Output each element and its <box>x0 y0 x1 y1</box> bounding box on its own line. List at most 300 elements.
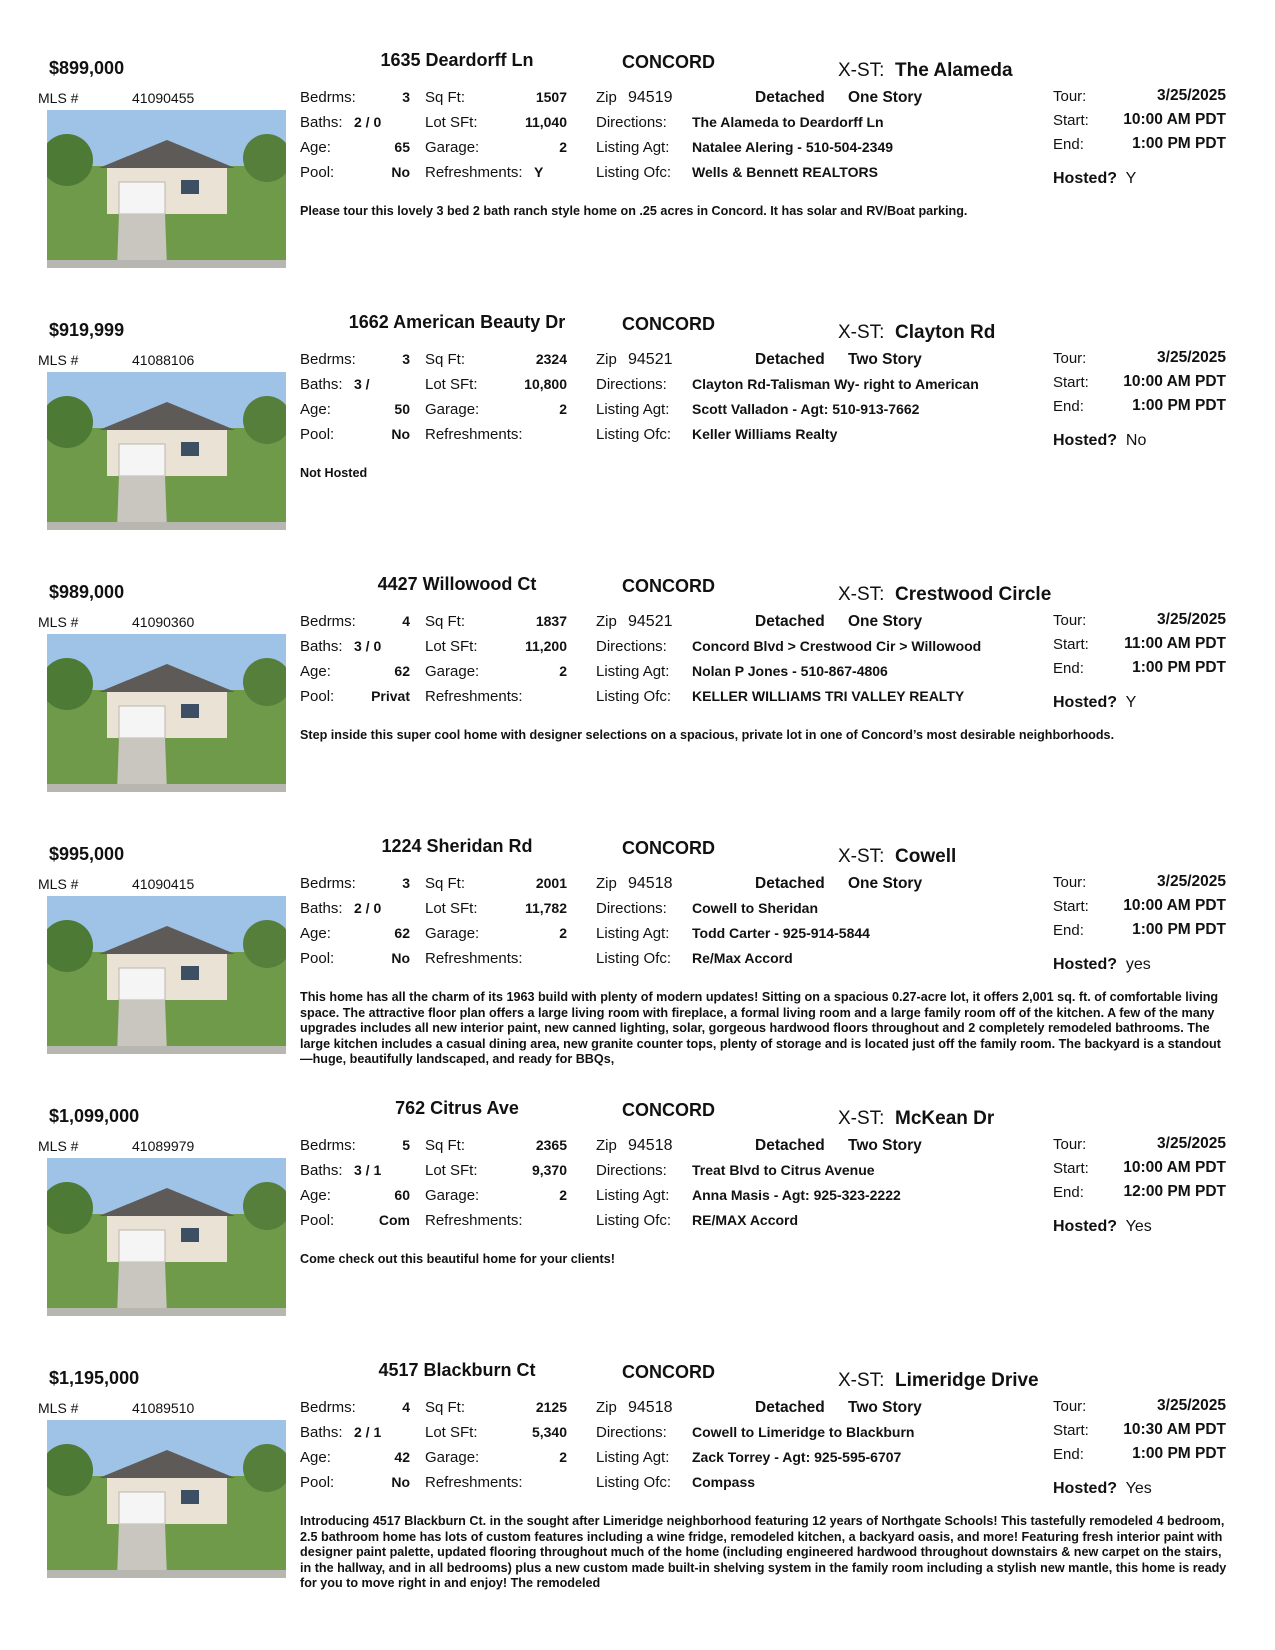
photo-driveway <box>117 738 167 792</box>
house-photo-illustration <box>47 372 286 530</box>
bedrooms-value: 4 <box>402 613 410 629</box>
hosted-status <box>1053 432 1146 450</box>
start-time: 10:00 AM PDT <box>1123 373 1226 390</box>
photo-sidewalk <box>47 522 286 530</box>
mls-label: MLS # <box>38 876 79 892</box>
garage-label: Garage: <box>425 401 480 418</box>
house-photo <box>47 1420 286 1578</box>
baths-label: Baths: <box>300 1424 343 1441</box>
start-time: 10:00 AM PDT <box>1123 897 1226 914</box>
zip-label: Zip <box>596 875 617 892</box>
garage-label: Garage: <box>425 1449 480 1466</box>
photo-sidewalk <box>47 784 286 792</box>
sqft-value: 2365 <box>535 1137 567 1153</box>
lot-sqft-label: Lot SFt: <box>425 1162 478 1179</box>
listing-address: 1224 Sheridan Rd <box>381 836 533 856</box>
listing-agent-label: Listing Agt: <box>596 401 670 418</box>
zip-value: 94521 <box>628 351 673 368</box>
baths-value: 2 / 0 <box>354 114 382 130</box>
listing-address: 4517 Blackburn Ct <box>378 1360 536 1380</box>
bedrooms-label: Bedrms: <box>300 875 356 892</box>
tour-label: Tour: <box>1053 1136 1087 1153</box>
listing-office-label: Listing Ofc: <box>596 164 672 181</box>
directions-value: Cowell to Sheridan <box>692 900 819 916</box>
house-photo-illustration <box>47 1420 286 1578</box>
hosted-label: Hosted? <box>1053 694 1117 711</box>
tour-date: 3/25/2025 <box>1157 611 1226 628</box>
end-label: End: <box>1053 398 1084 415</box>
zip-value: 94518 <box>628 1399 673 1416</box>
age-label: Age: <box>300 1449 331 1466</box>
pool-label: Pool: <box>300 688 335 705</box>
cross-street-value: McKean Dr <box>895 1108 995 1129</box>
house-photo-illustration <box>47 896 286 1054</box>
photo-window <box>181 1228 199 1242</box>
pool-label: Pool: <box>300 950 335 967</box>
hosted-label: Hosted? <box>1053 432 1117 449</box>
age-value: 62 <box>394 663 410 679</box>
hosted-label: Hosted? <box>1053 170 1117 187</box>
refreshments-label: Refreshments: <box>425 1474 523 1491</box>
property-stories: Two Story <box>848 351 922 368</box>
pool-label: Pool: <box>300 1474 335 1491</box>
house-photo-illustration <box>47 1158 286 1316</box>
baths-label: Baths: <box>300 900 343 917</box>
hosted-status <box>1053 1480 1152 1498</box>
listing-city: CONCORD <box>622 576 715 596</box>
garage-value: 2 <box>559 925 567 941</box>
bedrooms-label: Bedrms: <box>300 89 356 106</box>
mls-number: 41090360 <box>132 614 195 630</box>
pool-value: No <box>391 1474 410 1490</box>
age-label: Age: <box>300 401 331 418</box>
listing-price: $899,000 <box>49 58 125 78</box>
start-label: Start: <box>1053 1160 1089 1177</box>
photo-window <box>181 1490 199 1504</box>
property-stories: Two Story <box>848 1399 922 1416</box>
garage-value: 2 <box>559 1187 567 1203</box>
listing-office-value: Compass <box>692 1474 756 1490</box>
listing-description: This home has all the charm of its 1963 build with plenty of modern updates! Sitting on a spacious 0.27-acre lot, it offers 2,001 sq. ft. of comfortable living space. The attractive floor plan offers a large living room with fireplace, a formal living room and a large family room off of the kitchen. A few of the many upgrades includes all new interior paint, new canned lighting, solar, gorgeous hardwood floors throughout and 2 completely remodeled bathrooms. The large kitchen includes a casual dining area, new granite counter tops, plenty of storage and is located just off the family room. The backyard is a standout—huge, beautifully landscaped, and ready for BBQs, <box>300 990 1221 1067</box>
zip-value: 94521 <box>628 613 673 630</box>
garage-value: 2 <box>559 139 567 155</box>
directions-label: Directions: <box>596 900 667 917</box>
bedrooms-value: 3 <box>402 875 410 891</box>
hosted-value: Yes <box>1125 1480 1152 1497</box>
start-label: Start: <box>1053 374 1089 391</box>
age-label: Age: <box>300 139 331 156</box>
listing-address: 1662 American Beauty Dr <box>348 312 566 332</box>
photo-driveway <box>117 214 167 268</box>
hosted-status <box>1053 694 1136 712</box>
cross-street-value: Clayton Rd <box>895 322 996 343</box>
property-type: Detached <box>755 1399 825 1416</box>
listing-agent-label: Listing Agt: <box>596 1449 670 1466</box>
listing-city: CONCORD <box>622 314 715 334</box>
property-stories: Two Story <box>848 1137 922 1154</box>
start-label: Start: <box>1053 112 1089 129</box>
photo-window <box>181 442 199 456</box>
cross-street <box>838 60 1013 82</box>
tour-label: Tour: <box>1053 350 1087 367</box>
end-time: 1:00 PM PDT <box>1132 1445 1226 1462</box>
listing-description: Not Hosted <box>300 466 368 480</box>
zip-label: Zip <box>596 1137 617 1154</box>
listing-agent-value: Scott Valladon - Agt: 510-913-7662 <box>692 401 920 417</box>
listing-address: 4427 Willowood Ct <box>377 574 537 594</box>
end-time: 12:00 PM PDT <box>1123 1183 1226 1200</box>
mls-label: MLS # <box>38 1138 79 1154</box>
listing-office-value: KELLER WILLIAMS TRI VALLEY REALTY <box>692 688 965 704</box>
cross-street-value: Limeridge Drive <box>895 1370 1039 1391</box>
tour-label: Tour: <box>1053 874 1087 891</box>
refreshments-value: Y <box>534 164 544 180</box>
photo-garage-door <box>119 182 165 214</box>
listing-office-label: Listing Ofc: <box>596 426 672 443</box>
listing-card <box>0 836 1275 1096</box>
photo-driveway <box>117 1524 167 1578</box>
pool-value: No <box>391 164 410 180</box>
age-value: 62 <box>394 925 410 941</box>
sqft-label: Sq Ft: <box>425 89 466 106</box>
bedrooms-value: 4 <box>402 1399 410 1415</box>
tour-date: 3/25/2025 <box>1157 87 1226 104</box>
listing-price: $1,195,000 <box>49 1368 140 1388</box>
directions-label: Directions: <box>596 1162 667 1179</box>
photo-driveway <box>117 476 167 530</box>
listing-city: CONCORD <box>622 838 715 858</box>
sqft-label: Sq Ft: <box>425 1137 466 1154</box>
cross-street <box>838 322 995 344</box>
photo-driveway <box>117 1262 167 1316</box>
listing-price: $1,099,000 <box>49 1106 140 1126</box>
listing-price: $989,000 <box>49 582 125 602</box>
lot-sqft-value: 10,800 <box>524 376 567 392</box>
tour-date: 3/25/2025 <box>1157 873 1226 890</box>
age-label: Age: <box>300 1187 331 1204</box>
house-photo <box>47 372 286 530</box>
mls-number: 41090455 <box>132 90 195 106</box>
garage-value: 2 <box>559 1449 567 1465</box>
cross-street-label: X-ST: <box>838 1108 885 1129</box>
mls-number: 41090415 <box>132 876 195 892</box>
refreshments-label: Refreshments: <box>425 426 523 443</box>
age-label: Age: <box>300 663 331 680</box>
end-label: End: <box>1053 1184 1084 1201</box>
baths-value: 2 / 1 <box>354 1424 382 1440</box>
photo-window <box>181 966 199 980</box>
photo-sidewalk <box>47 1308 286 1316</box>
tour-label: Tour: <box>1053 1398 1087 1415</box>
sqft-label: Sq Ft: <box>425 613 466 630</box>
zip-label: Zip <box>596 1399 617 1416</box>
start-time: 11:00 AM PDT <box>1124 635 1226 652</box>
photo-garage-door <box>119 706 165 738</box>
house-photo <box>47 110 286 268</box>
property-stories: One Story <box>848 613 923 630</box>
listing-description: Come check out this beautiful home for your clients! <box>300 1252 615 1266</box>
sqft-value: 2125 <box>535 1399 567 1415</box>
photo-sidewalk <box>47 260 286 268</box>
cross-street-label: X-ST: <box>838 322 885 343</box>
bedrooms-value: 5 <box>402 1137 410 1153</box>
listing-card <box>0 50 1275 310</box>
directions-value: Clayton Rd-Talisman Wy- right to American <box>692 376 979 392</box>
pool-label: Pool: <box>300 164 335 181</box>
mls-number: 41089510 <box>132 1400 195 1416</box>
mls-number: 41088106 <box>132 352 195 368</box>
listing-address: 762 Citrus Ave <box>395 1098 519 1118</box>
refreshments-label: Refreshments: <box>425 950 523 967</box>
lot-sqft-label: Lot SFt: <box>425 376 478 393</box>
directions-value: Cowell to Limeridge to Blackburn <box>692 1424 915 1440</box>
garage-value: 2 <box>559 401 567 417</box>
lot-sqft-label: Lot SFt: <box>425 1424 478 1441</box>
lot-sqft-label: Lot SFt: <box>425 900 478 917</box>
end-label: End: <box>1053 136 1084 153</box>
end-time: 1:00 PM PDT <box>1132 659 1226 676</box>
cross-street-value: Cowell <box>895 846 957 867</box>
house-photo <box>47 634 286 792</box>
house-photo <box>47 1158 286 1316</box>
age-label: Age: <box>300 925 331 942</box>
listing-city: CONCORD <box>622 52 715 72</box>
sqft-value: 2001 <box>535 875 567 891</box>
directions-value: The Alameda to Deardorff Ln <box>692 114 884 130</box>
lot-sqft-value: 11,782 <box>524 900 567 916</box>
listing-office-label: Listing Ofc: <box>596 1212 672 1229</box>
property-type: Detached <box>755 89 825 106</box>
baths-value: 3 / 0 <box>354 638 382 654</box>
listing-city: CONCORD <box>622 1362 715 1382</box>
bedrooms-label: Bedrms: <box>300 1137 356 1154</box>
end-time: 1:00 PM PDT <box>1132 921 1226 938</box>
hosted-value: Y <box>1125 694 1137 711</box>
garage-label: Garage: <box>425 663 480 680</box>
property-type: Detached <box>755 351 825 368</box>
age-value: 65 <box>394 139 410 155</box>
directions-label: Directions: <box>596 1424 667 1441</box>
cross-street-label: X-ST: <box>838 846 885 867</box>
pool-value: No <box>391 950 410 966</box>
baths-value: 3 / <box>354 376 370 392</box>
listing-card <box>0 574 1275 834</box>
tour-date: 3/25/2025 <box>1157 1397 1226 1414</box>
pool-value: No <box>391 426 410 442</box>
listing-office-label: Listing Ofc: <box>596 688 672 705</box>
hosted-value: yes <box>1125 956 1151 973</box>
hosted-value: No <box>1125 432 1147 449</box>
age-value: 60 <box>394 1187 410 1203</box>
sqft-value: 1507 <box>535 89 567 105</box>
property-type: Detached <box>755 1137 825 1154</box>
bedrooms-label: Bedrms: <box>300 351 356 368</box>
listing-office-value: RE/MAX Accord <box>692 1212 799 1228</box>
listing-office-label: Listing Ofc: <box>596 950 672 967</box>
age-value: 50 <box>394 401 410 417</box>
baths-label: Baths: <box>300 376 343 393</box>
hosted-label: Hosted? <box>1053 956 1117 973</box>
listing-city: CONCORD <box>622 1100 715 1120</box>
lot-sqft-value: 11,200 <box>524 638 567 654</box>
photo-window <box>181 704 199 718</box>
house-photo-illustration <box>47 110 286 268</box>
hosted-label: Hosted? <box>1053 1218 1117 1235</box>
lot-sqft-value: 9,370 <box>531 1162 567 1178</box>
lot-sqft-value: 5,340 <box>531 1424 567 1440</box>
lot-sqft-label: Lot SFt: <box>425 638 478 655</box>
lot-sqft-label: Lot SFt: <box>425 114 478 131</box>
baths-label: Baths: <box>300 1162 343 1179</box>
directions-label: Directions: <box>596 376 667 393</box>
sqft-label: Sq Ft: <box>425 875 466 892</box>
garage-label: Garage: <box>425 1187 480 1204</box>
listing-agent-value: Anna Masis - Agt: 925-323-2222 <box>692 1187 901 1203</box>
listing-office-value: Re/Max Accord <box>692 950 793 966</box>
cross-street-label: X-ST: <box>838 1370 885 1391</box>
start-label: Start: <box>1053 636 1089 653</box>
hosted-status <box>1053 956 1151 974</box>
baths-value: 3 / 1 <box>354 1162 382 1178</box>
listing-card <box>0 1098 1275 1358</box>
mls-label: MLS # <box>38 90 79 106</box>
listing-address: 1635 Deardorff Ln <box>380 50 534 70</box>
listing-agent-value: Todd Carter - 925-914-5844 <box>692 925 870 941</box>
sqft-value: 2324 <box>535 351 567 367</box>
hosted-value: Yes <box>1125 1218 1152 1235</box>
zip-value: 94518 <box>628 875 673 892</box>
property-stories: One Story <box>848 89 923 106</box>
refreshments-label: Refreshments: <box>425 164 523 181</box>
tour-label: Tour: <box>1053 88 1087 105</box>
end-time: 1:00 PM PDT <box>1132 135 1226 152</box>
zip-value: 94519 <box>628 89 673 106</box>
cross-street <box>838 1370 1039 1392</box>
hosted-status <box>1053 1218 1152 1236</box>
listing-description: Step inside this super cool home with designer selections on a spacious, private lot in one of Concord’s most desirable neighborhoods. <box>300 728 1115 742</box>
tour-label: Tour: <box>1053 612 1087 629</box>
listing-agent-label: Listing Agt: <box>596 139 670 156</box>
zip-value: 94518 <box>628 1137 673 1154</box>
listing-card <box>0 312 1275 572</box>
baths-label: Baths: <box>300 114 343 131</box>
hosted-label: Hosted? <box>1053 1480 1117 1497</box>
mls-number: 41089979 <box>132 1138 195 1154</box>
tour-date: 3/25/2025 <box>1157 349 1226 366</box>
house-photo-illustration <box>47 634 286 792</box>
listing-price: $995,000 <box>49 844 125 864</box>
mls-label: MLS # <box>38 352 79 368</box>
listing-office-value: Wells & Bennett REALTORS <box>692 164 878 180</box>
cross-street <box>838 1108 994 1130</box>
listing-agent-value: Zack Torrey - Agt: 925-595-6707 <box>692 1449 902 1465</box>
end-label: End: <box>1053 922 1084 939</box>
cross-street <box>838 584 1051 606</box>
zip-label: Zip <box>596 613 617 630</box>
start-time: 10:30 AM PDT <box>1123 1421 1226 1438</box>
refreshments-label: Refreshments: <box>425 1212 523 1229</box>
listing-agent-label: Listing Agt: <box>596 1187 670 1204</box>
hosted-value: Y <box>1125 170 1137 187</box>
start-time: 10:00 AM PDT <box>1123 111 1226 128</box>
listing-agent-value: Natalee Alering - 510-504-2349 <box>692 139 894 155</box>
mls-label: MLS # <box>38 614 79 630</box>
garage-value: 2 <box>559 663 567 679</box>
cross-street <box>838 846 956 868</box>
baths-label: Baths: <box>300 638 343 655</box>
listing-price: $919,999 <box>49 320 125 340</box>
garage-label: Garage: <box>425 139 480 156</box>
sqft-label: Sq Ft: <box>425 1399 466 1416</box>
photo-garage-door <box>119 444 165 476</box>
cross-street-value: Crestwood Circle <box>895 584 1052 605</box>
age-value: 42 <box>394 1449 410 1465</box>
bedrooms-value: 3 <box>402 89 410 105</box>
directions-label: Directions: <box>596 638 667 655</box>
start-time: 10:00 AM PDT <box>1123 1159 1226 1176</box>
lot-sqft-value: 11,040 <box>524 114 567 130</box>
photo-garage-door <box>119 968 165 1000</box>
house-photo <box>47 896 286 1054</box>
property-stories: One Story <box>848 875 923 892</box>
photo-sidewalk <box>47 1046 286 1054</box>
photo-garage-door <box>119 1230 165 1262</box>
bedrooms-value: 3 <box>402 351 410 367</box>
zip-label: Zip <box>596 351 617 368</box>
zip-label: Zip <box>596 89 617 106</box>
end-label: End: <box>1053 660 1084 677</box>
listing-office-label: Listing Ofc: <box>596 1474 672 1491</box>
pool-label: Pool: <box>300 426 335 443</box>
end-time: 1:00 PM PDT <box>1132 397 1226 414</box>
listing-description: Please tour this lovely 3 bed 2 bath ranch style home on .25 acres in Concord. It has solar and RV/Boat parking. <box>300 204 968 218</box>
listing-agent-value: Nolan P Jones - 510-867-4806 <box>692 663 888 679</box>
mls-label: MLS # <box>38 1400 79 1416</box>
listing-office-value: Keller Williams Realty <box>692 426 838 442</box>
start-label: Start: <box>1053 898 1089 915</box>
start-label: Start: <box>1053 1422 1089 1439</box>
hosted-status <box>1053 170 1136 188</box>
sqft-value: 1837 <box>535 613 567 629</box>
listing-agent-label: Listing Agt: <box>596 925 670 942</box>
pool-label: Pool: <box>300 1212 335 1229</box>
listing-card <box>0 1360 1275 1620</box>
pool-value: Com <box>378 1212 410 1228</box>
end-label: End: <box>1053 1446 1084 1463</box>
listing-description: Introducing 4517 Blackburn Ct. in the sought after Limeridge neighborhood featuring 12 years of Northgate Schools! This tastefully remodeled 4 bedroom, 2.5 bathroom home has lots of custom features including a wine fridge, remodeled kitchen, a backyard oasis, and more! Featuring fresh interior paint with designer paint palette, updated flooring throughout much of the home (including engineered hardwood throughout downstairs & new carpet on the stairs, in the hallway, and in all bedrooms) plus a new custom made built-in shelving system in the family room including a stylish new mantle, this home is ready for you to move right in and enjoy! The remodeled <box>300 1514 1227 1591</box>
baths-value: 2 / 0 <box>354 900 382 916</box>
property-type: Detached <box>755 875 825 892</box>
directions-label: Directions: <box>596 114 667 131</box>
photo-garage-door <box>119 1492 165 1524</box>
photo-window <box>181 180 199 194</box>
directions-value: Treat Blvd to Citrus Avenue <box>692 1162 875 1178</box>
cross-street-value: The Alameda <box>895 60 1013 81</box>
sqft-label: Sq Ft: <box>425 351 466 368</box>
garage-label: Garage: <box>425 925 480 942</box>
photo-driveway <box>117 1000 167 1054</box>
directions-value: Concord Blvd > Crestwood Cir > Willowood <box>692 638 982 654</box>
tour-date: 3/25/2025 <box>1157 1135 1226 1152</box>
cross-street-label: X-ST: <box>838 60 885 81</box>
property-type: Detached <box>755 613 825 630</box>
bedrooms-label: Bedrms: <box>300 1399 356 1416</box>
photo-sidewalk <box>47 1570 286 1578</box>
refreshments-label: Refreshments: <box>425 688 523 705</box>
cross-street-label: X-ST: <box>838 584 885 605</box>
listing-agent-label: Listing Agt: <box>596 663 670 680</box>
bedrooms-label: Bedrms: <box>300 613 356 630</box>
